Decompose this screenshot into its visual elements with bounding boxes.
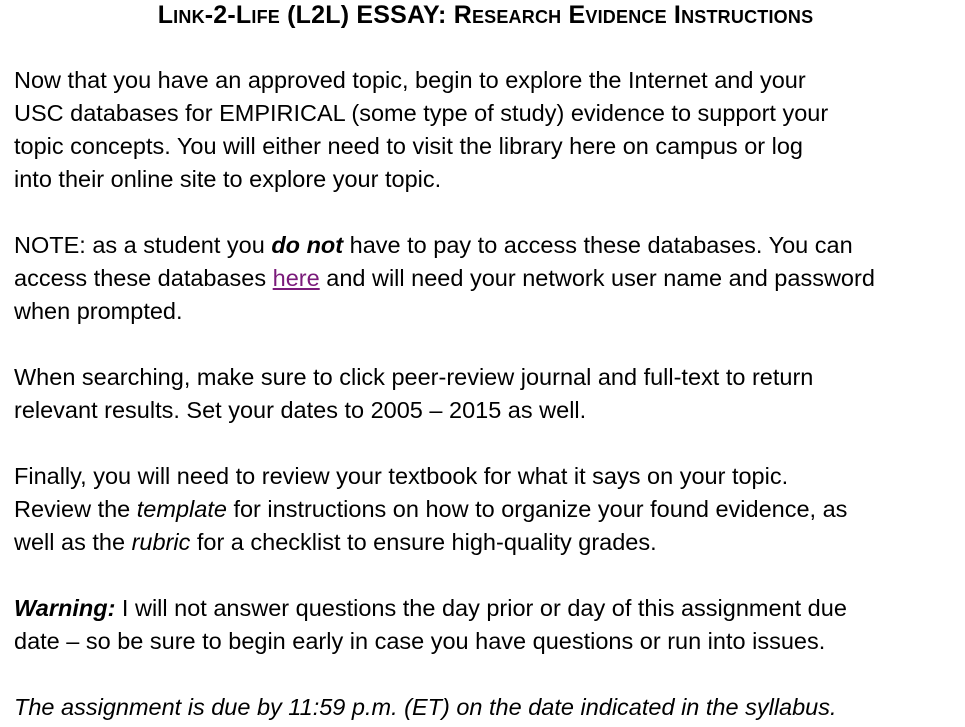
note-emphasis-do-not: do not — [271, 232, 344, 258]
warning-line-1 — [14, 592, 957, 625]
review-the-text: Review the — [14, 496, 137, 522]
template-emphasis: template — [136, 496, 227, 522]
finally-line-1: Finally, you will need to review your textbook for what it says on your topic. — [14, 463, 789, 489]
paragraph-searching — [14, 361, 957, 427]
warning-text: I will not answer questions the day prior or day of this assignment due — [115, 595, 847, 621]
note-line-1 — [14, 229, 957, 262]
note-line-2 — [14, 262, 957, 295]
page-title — [14, 0, 957, 28]
searching-line-2: relevant results. Set your dates to 2005 – 2015 as well. — [14, 397, 587, 423]
paragraph-note — [14, 229, 957, 328]
paragraph-intro — [14, 64, 957, 196]
title-l2l-essay: (L2L) ESSAY: — [280, 1, 454, 29]
due-date-note: The assignment is due by 11:59 p.m. (ET) on the date indicated in the syllabus. — [14, 694, 837, 720]
warning-label: Warning: — [14, 595, 116, 621]
searching-line-1: When searching, make sure to click peer-review journal and full-text to return — [14, 364, 814, 390]
note-access-text: access these databases — [14, 265, 273, 291]
note-text-end: have to pay to access these databases. You can — [343, 232, 853, 258]
note-line-3: when prompted. — [14, 298, 183, 324]
well-as-the-text: well as the — [14, 529, 132, 555]
databases-here-link[interactable]: here — [272, 265, 320, 291]
paragraph-due-date — [14, 691, 957, 724]
title-research-evidence-instructions: Research Evidence Instructions — [453, 1, 814, 29]
note-network-text: and will need your network user name and password — [319, 265, 875, 291]
intro-line-3: topic concepts. You will either need to visit the library here on campus or log — [14, 133, 803, 159]
template-instructions-text: for instructions on how to organize your found evidence, as — [226, 496, 848, 522]
finally-line-2 — [14, 493, 957, 526]
finally-line-3 — [14, 526, 957, 559]
intro-line-4: into their online site to explore your topic. — [14, 166, 442, 192]
paragraph-warning — [14, 592, 957, 658]
rubric-emphasis: rubric — [131, 529, 191, 555]
note-text-start: NOTE: as a student you — [14, 232, 272, 258]
rubric-checklist-text: for a checklist to ensure high-quality grades. — [190, 529, 657, 555]
paragraph-finally — [14, 460, 957, 559]
warning-line-2: date – so be sure to begin early in case you have questions or run into issues. — [14, 628, 826, 654]
intro-line-2: USC databases for EMPIRICAL (some type of study) evidence to support your — [14, 100, 829, 126]
title-link-2-life: Link-2-Life — [157, 1, 281, 29]
intro-line-1: Now that you have an approved topic, begin to explore the Internet and your — [14, 67, 806, 93]
